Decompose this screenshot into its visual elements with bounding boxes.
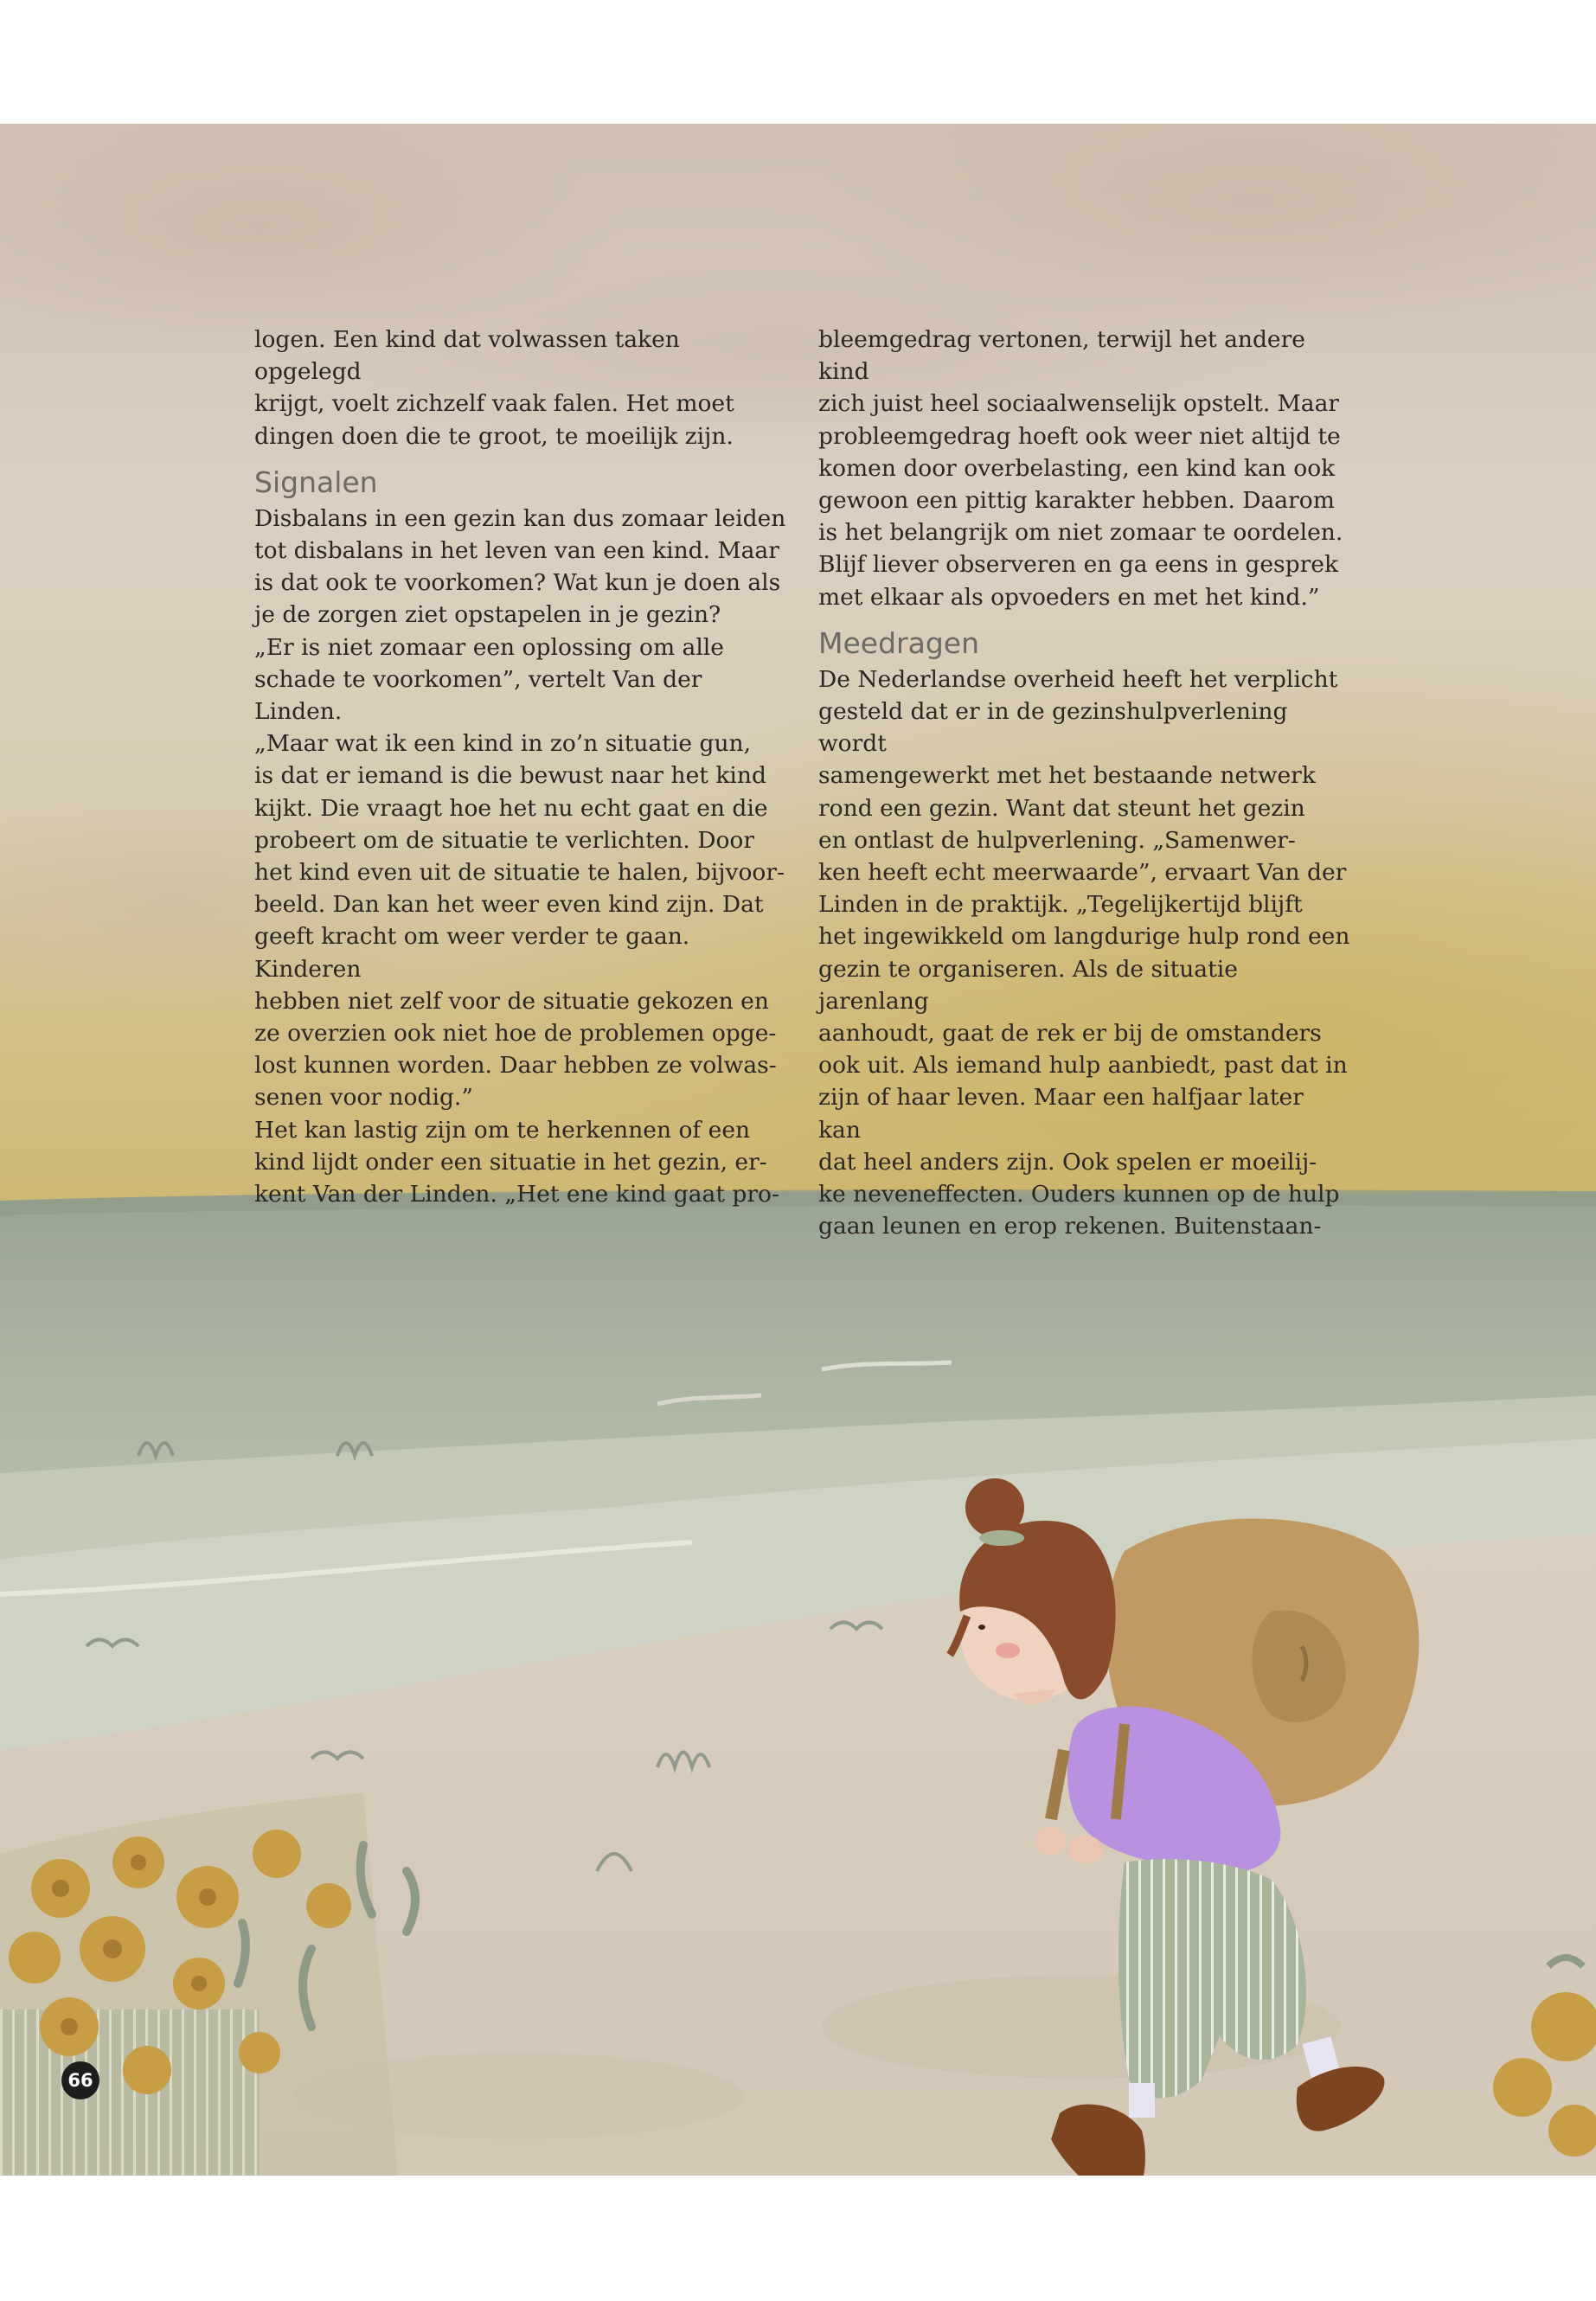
left-paragraph-body: Disbalans in een gezin kan dus zomaar leiden tot disbalans in het leven van een kind. Maar is dat ook te voorkomen? Wat kun je doen als je de zorgen ziet opstapelen in je gezin? „Er is niet zomaar een oplossing om alle schade te voorkomen”, vertelt Van der Linden. „Maar wat ik een kind in zo’n situatie gun, is dat er iemand is die bewust naar het kind kijkt. Die vraagt hoe het nu echt gaat en die probeert om de situatie te verlichten. Door het kind even uit de situatie te halen, bijvoor- beeld. Dan kan het weer even kind zijn. Dat geeft kracht om weer verder te gaan. Kinderen hebben niet zelf voor de situatie gekozen en ze overzien ook niet hoe de problemen opge- lost kunnen worden. Daar hebben ze volwas- senen voor nodig.” Het kan lastig zijn om te herkennen of een kind lijdt onder een situatie in het gezin, er- kent Van der Linden. „Het ene kind gaat pro- xyxy=(254,504,786,1208)
left-paragraph-intro: logen. Een kind dat volwassen taken opgelegd krijgt, voelt zichzelf vaak falen. Het moet dingen doen die te groot, te moeilijk zijn. xyxy=(254,326,734,450)
heading-signalen: Signalen xyxy=(254,465,378,499)
right-paragraph-intro: bleemgedrag vertonen, terwijl het andere kind zich juist heel sociaalwenselijk opstelt. Maar probleemgedrag hoeft ook weer niet altijd te komen door overbelasting, een kind kan ook gewoon een pittig karakter hebben. Daarom is het belangrijk om niet zomaar te oordelen. Blijf liever observeren en ga eens in gesprek met elkaar als opvoeders en met het kind.” xyxy=(818,326,1343,611)
heading-meedragen: Meedragen xyxy=(818,625,979,660)
beach-illustration xyxy=(0,124,1596,2176)
right-text-column xyxy=(818,324,1350,1242)
page-number-badge: 66 xyxy=(61,2061,99,2099)
left-text-column xyxy=(254,324,786,1210)
right-paragraph-body: De Nederlandse overheid heeft het verplicht gesteld dat er in de gezinshulpverlening wordt samengewerkt met het bestaande netwerk rond een gezin. Want dat steunt het gezin en ontlast de hulpverlening. „Samenwer- ken heeft echt meerwaarde”, ervaart Van der Linden in de praktijk. „Tegelijkertijd blijft het ingewikkeld om langdurige hulp rond een gezin te organiseren. Als de situatie jarenlang aanhoudt, gaat de rek er bij de omstanders ook uit. Als iemand hulp aanbiedt, past dat in zijn of haar leven. Maar een halfjaar later kan dat heel anders zijn. Ook spelen er moeilij- ke neveneffecten. Ouders kunnen op de hulp gaan leunen en erop rekenen. Buitenstaan- xyxy=(818,665,1350,1240)
